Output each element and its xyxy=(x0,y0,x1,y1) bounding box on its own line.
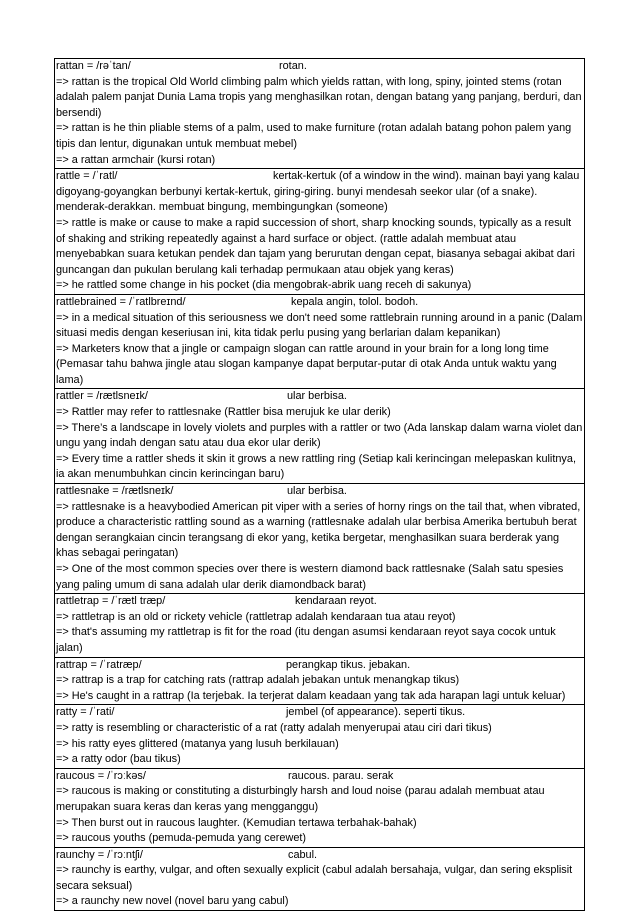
entry-meaning: kendaraan reyot. xyxy=(295,595,377,608)
entry-word: rattle = /ˈratl/ xyxy=(56,170,118,183)
entry-meaning: raucous. parau. serak xyxy=(288,769,394,782)
example-sentence: => raucous is making or constituting a disturbingly harsh and loud noise (parau adalah membuat atau merupakan suara keras dan keras yang mengganggu) xyxy=(56,785,545,813)
example-sentence: => rattrap is a trap for catching rats (rattrap adalah jebakan untuk menangkap tikus) xyxy=(56,674,460,687)
example-sentence: => his ratty eyes glittered (matanya yang lusuh berkilauan) xyxy=(56,737,339,750)
entry-examples xyxy=(55,405,584,483)
example-sentence: => rattlesnake is a heavybodied American pit viper with a series of horny rings on the tail that, when vibrated, produce a characteristic rattling sound as a warning (rattlesnake adalah ular berbisa Amerika bertubuh berat dengan serangkaian cincin terangsang di ekor yang, ketika bergetar, menghasilkan suara berderak yang khas sebagai peringatan) xyxy=(56,500,581,560)
entry-examples xyxy=(55,500,584,594)
dictionary-entry xyxy=(54,295,585,390)
dictionary-entry xyxy=(54,769,585,848)
entry-examples xyxy=(55,185,584,294)
entry-examples xyxy=(55,610,584,657)
dictionary-entry xyxy=(54,58,585,169)
dictionary-entry xyxy=(54,169,585,295)
dictionary-entry xyxy=(54,658,585,706)
entry-meaning: perangkap tikus. jebakan. xyxy=(286,658,411,671)
example-sentence: => a rattan armchair (kursi rotan) xyxy=(56,153,216,166)
entry-word: rattrap = /ˈratræp/ xyxy=(56,658,142,671)
example-sentence: => Every time a rattler sheds it skin it grows a new rattling ring (Setiap kali kerincingan melepaskan kulitnya, ia akan menumbuhkan cincin kerincingan baru) xyxy=(56,452,576,481)
entry-header xyxy=(55,848,584,864)
entry-word: rattler = /rætlsneɪk/ xyxy=(56,390,148,403)
example-sentence: => a raunchy new novel (novel baru yang cabul) xyxy=(56,895,289,908)
entry-examples xyxy=(55,673,584,704)
entry-meaning: jembel (of appearance). seperti tikus. xyxy=(286,706,466,719)
example-sentence: => in a medical situation of this seriousness we don't need some rattlebrain running around in a panic (Dalam situasi medis dengan keseriusan ini, kita tidak perlu pusing yang berlarian dalam kepanikan) xyxy=(56,311,583,340)
entry-meaning: rotan. xyxy=(279,60,307,72)
example-sentence: => he rattled some change in his pocket (dia mengobrak-abrik uang receh di sakunya) xyxy=(56,279,472,292)
entry-header xyxy=(55,658,584,674)
entry-word: rattan = /rəˈtan/ xyxy=(56,60,131,72)
entry-word: rattlebrained = /ˈratlbreɪnd/ xyxy=(56,295,186,308)
example-sentence: => that's assuming my rattletrap is fit for the road (itu dengan asumsi kendaraan reyot saya cocok untuk jalan) xyxy=(56,626,556,654)
example-sentence: => a ratty odor (bau tikus) xyxy=(56,753,181,766)
entry-meaning: cabul. xyxy=(288,848,318,861)
dictionary-entry xyxy=(54,389,585,484)
example-sentence: => raunchy is earthy, vulgar, and often sexually explicit (cabul adalah bersahaja, vulgar, dan sering eksplisit secara seksual) xyxy=(56,864,573,892)
entry-header xyxy=(55,484,584,500)
entry-header xyxy=(55,59,584,75)
dictionary-page xyxy=(54,58,585,911)
entry-meaning: ular berbisa. xyxy=(287,485,347,498)
entry-header xyxy=(55,295,584,311)
example-sentence: => Then burst out in raucous laughter. (Kemudian tertawa terbahak-bahak) xyxy=(56,816,417,829)
example-sentence: => rattan is the tropical Old World climbing palm which yields rattan, with long, spiny, jointed stems (rotan adalah palem panjat Dunia Lama tropis yang menghasilkan rotan, dengan batang yang panjang, berduri, dan bersendi) xyxy=(56,75,582,119)
entry-word: rattletrap = /ˈrætl træp/ xyxy=(56,595,166,608)
entry-examples xyxy=(55,784,584,846)
entry-word: rattlesnake = /rætlsneɪk/ xyxy=(56,485,174,498)
entry-examples xyxy=(55,863,584,910)
entry-examples xyxy=(55,721,584,768)
entry-word: raucous = /ˈrɔːkəs/ xyxy=(56,769,146,782)
dictionary-entry xyxy=(54,848,585,911)
entry-meaning: kertak-kertuk (of a window in the wind). mainan bayi yang kalau xyxy=(273,170,580,183)
dictionary-entry xyxy=(54,594,585,657)
entry-examples xyxy=(55,75,584,169)
example-sentence: => There’s a landscape in lovely violets and purples with a rattler or two (Ada lanskap dalam warna violet dan ungu yang indah dengan satu atau dua ekor ular derik) xyxy=(56,421,583,450)
entry-header xyxy=(55,169,584,185)
entry-meaning: ular berbisa. xyxy=(287,390,347,403)
dictionary-entry xyxy=(54,705,585,768)
example-sentence: => Rattler may refer to rattlesnake (Rattler bisa merujuk ke ular derik) xyxy=(56,406,391,419)
entry-examples xyxy=(55,311,584,389)
entry-header xyxy=(55,389,584,405)
entry-word: raunchy = /ˈrɔːntʃi/ xyxy=(56,848,143,861)
entry-meaning: kepala angin, tolol. bodoh. xyxy=(291,295,419,308)
entry-header xyxy=(55,594,584,610)
dictionary-entry xyxy=(54,484,585,594)
example-sentence: => ratty is resembling or characteristic of a rat (ratty adalah menyerupai atau ciri dari tikus) xyxy=(56,721,492,734)
example-sentence: digoyang-goyangkan berbunyi kertak-kertuk, giring-giring. bunyi mendesah seekor ular (of a snake). menderak-derakkan. membuat bingung, membingungkan (someone) xyxy=(56,185,538,214)
example-sentence: => He's caught in a rattrap (Ia terjebak. Ia terjerat dalam keadaan yang tak ada harapan lagi untuk keluar) xyxy=(56,689,566,702)
entry-header xyxy=(55,769,584,785)
example-sentence: => rattan is he thin pliable stems of a palm, used to make furniture (rotan adalah batang pohon palem yang tipis dan lentur, digunakan untuk membuat mebel) xyxy=(56,122,572,150)
entry-header xyxy=(55,705,584,721)
example-sentence: => One of the most common species over there is western diamond back rattlesnake (Salah satu spesies yang paling umum di sana adalah ular derik diamondback barat) xyxy=(56,563,564,591)
example-sentence: => rattletrap is an old or rickety vehicle (rattletrap adalah kendaraan tua atau reyot) xyxy=(56,610,456,623)
example-sentence: => raucous youths (pemuda-pemuda yang cerewet) xyxy=(56,832,307,845)
example-sentence: => Marketers know that a jingle or campaign slogan can rattle around in your brain for a long long time (Pemasar tahu bahwa jingle atau slogan kampanye dapat berputar-putar di otak Anda untuk waktu yang lama) xyxy=(56,342,557,386)
example-sentence: => rattle is make or cause to make a rapid succession of short, sharp knocking sounds, typically as a result of shaking and striking repeatedly against a hard surface or object. (rattle adalah membuat atau menyebabkan suara ketukan pendek dan tajam yang berurutan dengan cepat, biasanya sebagai akibat dari guncangan dan pukulan berulang kali terhadap permukaan atau objek yang keras) xyxy=(56,216,575,276)
entry-word: ratty = /ˈrati/ xyxy=(56,706,115,719)
